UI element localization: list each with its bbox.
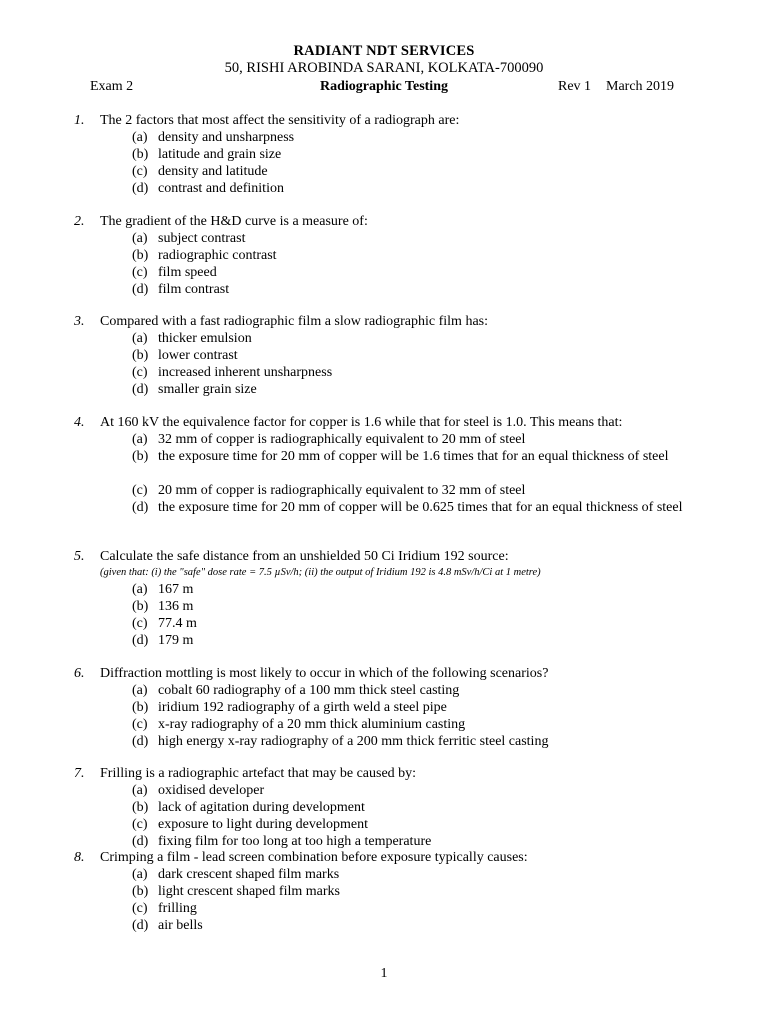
option-text: iridium 192 radiography of a girth weld a steel pipe xyxy=(158,700,447,715)
question-text: Calculate the safe distance from an unshielded 50 Ci Iridium 192 source: xyxy=(100,549,509,564)
company-address: 50, RISHI AROBINDA SARANI, KOLKATA-700090 xyxy=(224,60,544,76)
question-number: 4. xyxy=(74,415,85,430)
option-text: 32 mm of copper is radiographically equivalent to 20 mm of steel xyxy=(158,432,526,447)
exam-date: March 2019 xyxy=(606,79,675,94)
option-letter: (a) xyxy=(132,867,148,882)
option-letter: (d) xyxy=(132,633,149,648)
option-text: 77.4 m xyxy=(158,616,197,631)
option-text: latitude and grain size xyxy=(158,147,282,162)
option-letter: (b) xyxy=(132,147,149,162)
option-text: exposure to light during development xyxy=(158,817,368,832)
question-text: Crimping a film - lead screen combination before exposure typically causes: xyxy=(100,850,528,865)
option-letter: (b) xyxy=(132,800,149,815)
option-letter: (b) xyxy=(132,248,149,263)
exam-subject: Radiographic Testing xyxy=(320,79,448,94)
option-text: frilling xyxy=(158,901,197,916)
option-letter: (d) xyxy=(132,282,149,297)
option-text: light crescent shaped film marks xyxy=(158,884,340,899)
option-text: density and unsharpness xyxy=(158,130,295,145)
option-text: subject contrast xyxy=(158,231,246,246)
question-note: (given that: (i) the "safe" dose rate = 7.5 µSv/h; (ii) the output of Iridium 192 is 4.8 mSv/h/Ci at 1 metre) xyxy=(100,567,541,578)
option-text: the exposure time for 20 mm of copper will be 0.625 times that for an equal thickness of steel xyxy=(158,500,683,515)
option-letter: (a) xyxy=(132,683,148,698)
option-letter: (d) xyxy=(132,382,149,397)
option-text: increased inherent unsharpness xyxy=(158,365,333,380)
option-text: radiographic contrast xyxy=(158,248,277,263)
question-number: 6. xyxy=(74,666,85,681)
exam-label: Exam 2 xyxy=(90,79,134,94)
question-number: 8. xyxy=(74,850,85,865)
option-text: lack of agitation during development xyxy=(158,800,365,815)
option-text: air bells xyxy=(158,918,203,933)
question-text: The 2 factors that most affect the sensitivity of a radiograph are: xyxy=(100,113,460,128)
question-number: 1. xyxy=(74,113,85,128)
option-text: smaller grain size xyxy=(158,382,257,397)
option-letter: (a) xyxy=(132,783,148,798)
option-text: x-ray radiography of a 20 mm thick aluminium casting xyxy=(158,717,466,732)
option-letter: (b) xyxy=(132,884,149,899)
option-letter: (a) xyxy=(132,432,148,447)
company-name: RADIANT NDT SERVICES xyxy=(293,43,475,59)
option-letter: (b) xyxy=(132,599,149,614)
question-number: 7. xyxy=(74,766,85,781)
option-text: dark crescent shaped film marks xyxy=(158,867,340,882)
option-text: 136 m xyxy=(158,599,194,614)
option-letter: (a) xyxy=(132,130,148,145)
option-text: lower contrast xyxy=(158,348,238,363)
question-text: Compared with a fast radiographic film a slow radiographic film has: xyxy=(100,314,489,329)
option-letter: (c) xyxy=(132,265,148,280)
option-text: 167 m xyxy=(158,582,194,597)
option-letter: (d) xyxy=(132,834,149,849)
option-letter: (a) xyxy=(132,582,148,597)
option-text: the exposure time for 20 mm of copper will be 1.6 times that for an equal thickness of steel xyxy=(158,449,669,464)
question-number: 2. xyxy=(74,214,85,229)
revision-label: Rev 1 xyxy=(558,79,592,94)
option-text: contrast and definition xyxy=(158,181,284,196)
option-text: density and latitude xyxy=(158,164,268,179)
option-letter: (d) xyxy=(132,918,149,933)
option-letter: (b) xyxy=(132,348,149,363)
option-letter: (a) xyxy=(132,231,148,246)
option-letter: (c) xyxy=(132,365,148,380)
option-text: film contrast xyxy=(158,282,230,297)
option-text: high energy x-ray radiography of a 200 mm thick ferritic steel casting xyxy=(158,734,549,749)
option-letter: (c) xyxy=(132,901,148,916)
option-letter: (a) xyxy=(132,331,148,346)
option-text: film speed xyxy=(158,265,217,280)
option-letter: (c) xyxy=(132,483,148,498)
option-letter: (c) xyxy=(132,616,148,631)
option-letter: (d) xyxy=(132,734,149,749)
option-text: cobalt 60 radiography of a 100 mm thick steel casting xyxy=(158,683,460,698)
option-letter: (d) xyxy=(132,181,149,196)
page-number: 1 xyxy=(380,966,388,981)
option-text: thicker emulsion xyxy=(158,331,252,346)
question-number: 3. xyxy=(74,314,85,329)
question-text: At 160 kV the equivalence factor for copper is 1.6 while that for steel is 1.0. This means that: xyxy=(100,415,623,430)
question-text: Frilling is a radiographic artefact that may be caused by: xyxy=(100,766,417,781)
option-text: 179 m xyxy=(158,633,194,648)
option-letter: (c) xyxy=(132,164,148,179)
option-letter: (b) xyxy=(132,449,149,464)
option-letter: (c) xyxy=(132,817,148,832)
option-letter: (c) xyxy=(132,717,148,732)
option-text: 20 mm of copper is radiographically equivalent to 32 mm of steel xyxy=(158,483,526,498)
option-text: oxidised developer xyxy=(158,783,265,798)
option-letter: (b) xyxy=(132,700,149,715)
question-text: Diffraction mottling is most likely to occur in which of the following scenarios? xyxy=(100,666,549,681)
question-text: The gradient of the H&D curve is a measure of: xyxy=(100,214,368,229)
question-number: 5. xyxy=(74,549,85,564)
option-letter: (d) xyxy=(132,500,149,515)
option-text: fixing film for too long at too high a temperature xyxy=(158,834,432,849)
